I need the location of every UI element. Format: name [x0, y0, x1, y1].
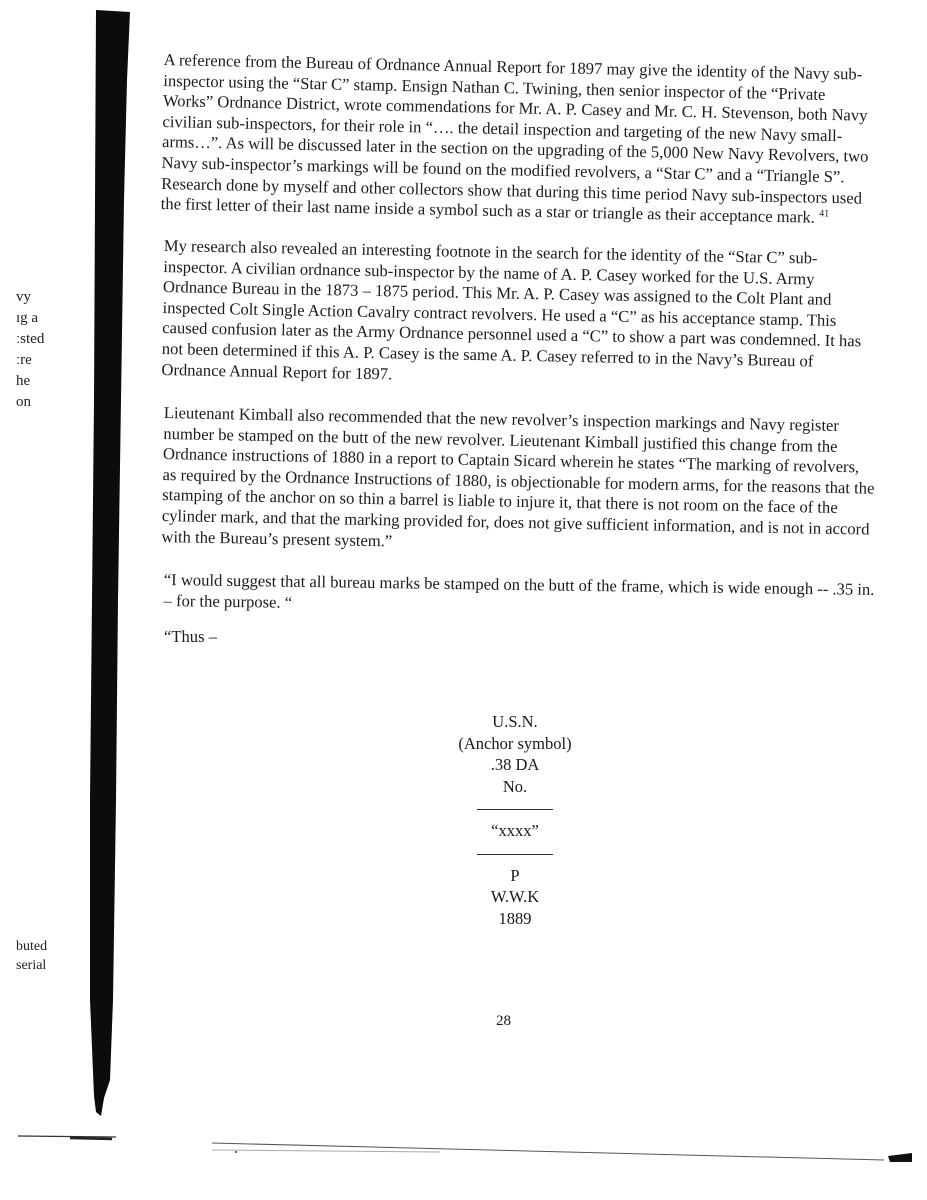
margin-text: serial	[16, 958, 47, 973]
margin-text: on	[16, 394, 31, 410]
scan-edge-black-bar	[0, 0, 140, 1200]
document-body	[160, 50, 876, 648]
marking-divider	[477, 854, 553, 855]
margin-fragment-lower	[16, 937, 47, 975]
page-number: 28	[496, 1013, 511, 1029]
footnote-reference: 41	[819, 208, 830, 220]
marking-line-anchor: (Anchor symbol)	[458, 733, 572, 753]
margin-text: vy	[16, 289, 31, 305]
marking-divider	[477, 809, 553, 810]
scan-line-bottom	[212, 1143, 884, 1160]
marking-line-p: P	[510, 865, 520, 885]
marking-line-initials: W.W.K	[490, 887, 540, 906]
scan-bottom-edge-lines	[0, 1120, 927, 1170]
marking-serial: “xxxx”	[491, 821, 539, 840]
margin-text: he	[16, 373, 31, 389]
margin-fragment-upper	[16, 287, 44, 413]
paragraph-kimball-quote: “I would suggest that all bureau marks be stamped on the butt of the frame, which is wide enough -- .35 in. – for the purpose. “	[163, 570, 875, 612]
marking-line-number-label: No.	[502, 776, 528, 796]
paragraph-thus: “Thus –	[164, 627, 217, 647]
scan-line-bottom-faint	[212, 1150, 440, 1152]
margin-text: ıg a	[16, 310, 39, 326]
scan-speck	[235, 1151, 237, 1153]
scan-line-left	[18, 1136, 116, 1137]
scan-corner-mark	[888, 1153, 912, 1162]
inspection-marking-block	[420, 711, 610, 929]
margin-text: ːre	[16, 352, 32, 368]
paragraph-text: A reference from the Bureau of Ordnance Annual Report for 1897 may give the identity of the Navy sub-inspector using the “Star C” stamp. Ensign Nathan C. Twining, then senior inspector of the “Private Works” Ordnance District, wrote commendations for Mr. A. P. Casey and Mr. C. H. Stevenson, both Navy civilian sub-inspectors, for their role in “…. the detail inspection and targeting of the new Navy small-arms…”. As will be discussed later in the section on the upgrading of the 5,000 New Navy Revolvers, two Navy sub-inspector’s markings will be found on the modified revolvers, a “Star C” and a “Triangle S”. Research done by myself and other collectors show that during this time period Navy sub-inspectors used the first letter of their last name inside a symbol such as a star or triangle as their acceptance mark.	[160, 50, 869, 227]
paragraph-star-c-identity	[161, 50, 876, 230]
scan-line-left-thick	[70, 1138, 112, 1139]
margin-text: buted	[16, 939, 48, 954]
marking-line-usn: U.S.N.	[492, 712, 538, 731]
margin-text: ːsted	[16, 331, 45, 347]
scan-edge-shape	[90, 10, 130, 1116]
marking-line-caliber: .38 DA	[490, 755, 540, 774]
paragraph-kimball-recommendation: Lieutenant Kimball also recommended that the new revolver’s inspection markings and Navy register number be stamped on the butt of the new revolver. Lieutenant Kimball justified this change from the Ordnance instructions of 1880 in a report to Captain Sicard wherein he states “The marking of revolvers, as required by the Ordnance Instructions of 1880, is objectionable for modern arms, for the reasons that the stamping of the anchor on so thin a barrel is liable to injure it, that there is not room on the face of the cylinder mark, and that the marking provided for, does not give sufficient information, and is not in accord with the Bureau’s present system.”	[161, 402, 875, 550]
marking-line-year: 1889	[498, 908, 532, 928]
paragraph-casey-footnote: My research also revealed an interesting footnote in the search for the identity of the “Star C” sub-inspector. A civilian ordnance sub-inspector by the name of A. P. Casey worked for the U.S. Army Ordnance Bureau in the 1873 – 1875 period. This Mr. A. P. Casey was assigned to the Colt Plant and inspected Colt Single Action Cavalry contract revolvers. He used a “C” as his acceptance stamp. This caused confusion later as the Army Ordnance personnel used a “C” to show a part was condemned. It has not been determined if this A. P. Casey is the same A. P. Casey referred to in the Navy’s Bureau of Ordnance Annual Report for 1897.	[161, 235, 862, 383]
